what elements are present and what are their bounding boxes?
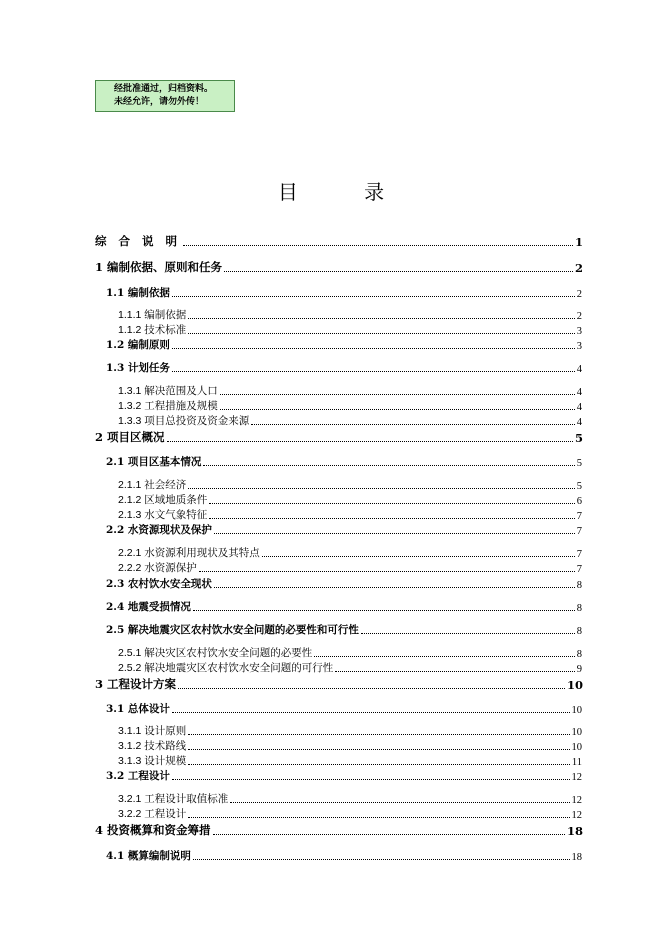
toc-entry-3-1-3[interactable] [118,753,582,768]
toc-entry-2-1-3[interactable] [118,507,582,522]
toc-page: 6 [576,496,582,507]
toc-label: 2.1 项目区基本情况 [106,456,202,468]
toc-entry-2[interactable] [95,429,583,445]
toc-entry-3-1[interactable] [106,701,582,716]
toc-entry-2-2[interactable] [106,522,582,537]
toc-page: 10 [566,678,583,692]
toc-page: 5 [576,481,582,492]
toc-page: 12 [571,810,582,821]
toc-label: 1.3.2 工程措施及规模 [118,400,218,412]
toc-page: 7 [576,526,582,537]
toc-entry-2-1-2[interactable] [118,492,582,507]
toc-page: 8 [576,626,582,637]
toc-page: 8 [576,580,582,591]
toc-label: 3.1 总体设计 [106,703,170,715]
toc-entry-3-1-2[interactable] [118,738,582,753]
toc-leader [199,570,575,572]
toc-label: 3.1.2 技术路线 [118,740,187,752]
toc-page: 12 [571,795,582,806]
toc-entry-2-1-1[interactable] [118,477,582,492]
toc-label: 3.2.2 工程设计 [118,808,187,820]
toc-leader [209,517,574,519]
toc-label: 3 工程设计方案 [95,677,177,691]
toc-entry-1-1[interactable] [106,285,582,300]
toc-leader [213,833,565,835]
toc-entry-2-2-1[interactable] [118,545,582,560]
toc-entry-3[interactable] [95,676,583,692]
toc-label: 综 合 说 明 [95,234,182,248]
toc-label: 2.2.2 水资源保护 [118,562,197,574]
toc-leader [314,655,574,657]
toc-label: 2.2.1 水资源利用现状及其特点 [118,547,260,559]
title-char-2: 录 [364,180,385,204]
toc-page: 1 [574,235,583,249]
toc-label: 2.3 农村饮水安全现状 [106,578,212,590]
toc-leader [220,393,575,395]
toc-label: 2.5.1 解决灾区农村饮水安全问题的必要性 [118,647,313,659]
toc-page: 2 [574,261,583,275]
toc-label: 1.1 编制依据 [106,287,170,299]
toc-page: 2 [576,289,582,300]
notice-line-2: 未经允许，请勿外传！ [114,97,205,107]
toc-leader [188,733,569,735]
toc-page: 11 [571,757,582,768]
toc-leader [172,370,575,372]
toc-page: 4 [576,402,582,413]
toc-page: 7 [576,564,582,575]
toc-entry-1-1-1[interactable] [118,307,582,322]
toc-page: 4 [576,364,582,375]
toc-leader [214,532,575,534]
toc-page: 18 [566,824,583,838]
toc-page: 9 [576,664,582,675]
toc-leader [172,295,575,297]
toc-leader [188,748,569,750]
toc-entry-1-3-3[interactable] [118,413,582,428]
toc-leader [178,687,565,689]
toc-entry-2-5[interactable] [106,622,582,637]
toc-label: 2.4 地震受损情况 [106,601,191,613]
toc-entry-2-1[interactable] [106,454,582,469]
toc-entry-1-3-2[interactable] [118,398,582,413]
toc-leader [172,778,570,780]
toc-page: 10 [571,742,582,753]
toc-label: 2.1.2 区域地质条件 [118,494,208,506]
toc-page: 8 [576,649,582,660]
toc-entry-1-1-2[interactable] [118,322,582,337]
toc-page: 3 [576,341,582,352]
toc-entry-2-2-2[interactable] [118,560,582,575]
toc-page: 4 [576,387,582,398]
toc-label: 3.2 工程设计 [106,770,170,782]
toc-label: 3.2.1 工程设计取值标准 [118,793,229,805]
toc-label: 1.2 编制原则 [106,339,170,351]
toc-page: 12 [571,772,582,783]
toc-leader [183,244,573,246]
toc-leader [167,440,573,442]
toc-page: 7 [576,549,582,560]
notice-line-1: 经批准通过，归档资料。 [114,84,214,94]
toc-leader [361,632,575,634]
toc-label: 1.3 计划任务 [106,362,170,374]
toc-label: 2.1.3 水文气象特征 [118,509,208,521]
toc-leader [224,270,573,272]
toc-entry-3-2-1[interactable] [118,791,582,806]
toc-label: 2.5 解决地震灾区农村饮水安全问题的必要性和可行性 [106,624,359,636]
toc-page: 4 [576,417,582,428]
toc-leader [188,317,574,319]
toc-label: 3.1.1 设计原则 [118,725,187,737]
toc-entry-2-4[interactable] [106,599,582,614]
toc-entry-1-2[interactable] [106,337,582,352]
toc-leader [188,332,574,334]
toc-leader [172,711,570,713]
toc-label: 1.3.3 项目总投资及资金来源 [118,415,250,427]
toc-entry-4-1[interactable] [106,848,582,863]
toc-page: 10 [571,727,582,738]
toc-page: 18 [571,852,582,863]
toc-entry-3-1-1[interactable] [118,723,582,738]
toc-leader [188,816,569,818]
toc-leader [172,347,575,349]
toc-leader [220,408,575,410]
toc-page: 8 [576,603,582,614]
toc-entry-2-3[interactable] [106,576,582,591]
toc-label: 4 投资概算和资金筹措 [95,823,211,837]
toc-leader [251,423,574,425]
toc-label: 1.1.2 技术标准 [118,324,187,336]
toc-page: 5 [576,458,582,469]
toc-leader [203,464,574,466]
toc-label: 3.1.3 设计规模 [118,755,187,767]
toc-leader [193,609,575,611]
toc-leader [262,555,575,557]
toc-page: 3 [576,326,582,337]
toc-page: 10 [571,705,582,716]
toc-leader [193,858,570,860]
toc-entry-2-5-2[interactable] [118,660,582,675]
toc-page: 2 [576,311,582,322]
title-char-1: 目 [277,180,298,204]
toc-leader [335,670,574,672]
toc-page: 5 [574,431,583,445]
toc-label: 2.5.2 解决地震灾区农村饮水安全问题的可行性 [118,662,334,674]
toc-entry-4[interactable] [95,822,583,838]
toc-entry-3-2[interactable] [106,768,582,783]
toc-label: 2 项目区概况 [95,430,165,444]
toc-entry-1-3-1[interactable] [118,383,582,398]
toc-leader [230,801,569,803]
toc-leader [188,487,574,489]
toc-entry-1-3[interactable] [106,360,582,375]
toc-leader [188,763,570,765]
toc-label: 1.1.1 编制依据 [118,309,187,321]
toc-entry-1[interactable] [95,259,583,275]
toc-entry-2-5-1[interactable] [118,645,582,660]
toc-label: 1.3.1 解决范围及人口 [118,385,218,397]
toc-label: 2.1.1 社会经济 [118,479,187,491]
toc-leader [209,502,574,504]
toc-entry-3-2-2[interactable] [118,806,582,821]
toc-label: 4.1 概算编制说明 [106,850,191,862]
toc-label: 2.2 水资源现状及保护 [106,524,212,536]
toc-page: 7 [576,511,582,522]
toc-label: 1 编制依据、原则和任务 [95,260,223,274]
toc-entry-summary[interactable] [95,233,583,249]
toc-leader [214,586,575,588]
